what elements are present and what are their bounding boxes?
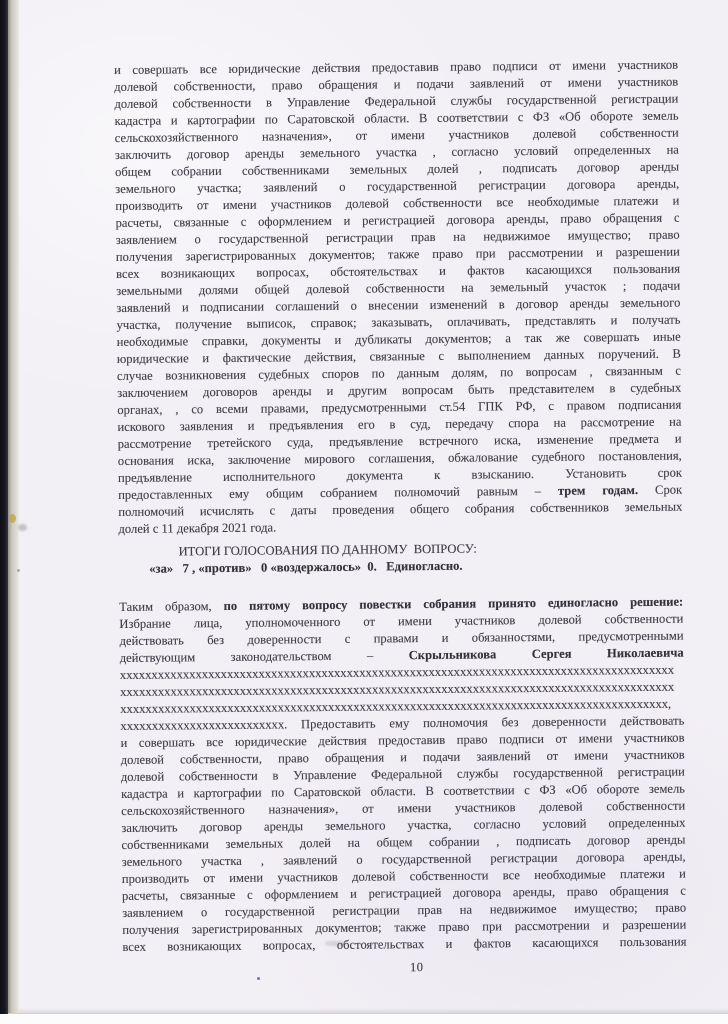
- text-line: рассмотрение третейского суда, предъявление встречного иска, изменение предмета и: [117, 431, 682, 451]
- text-line: сельскохозяйственного назначения», от имени участников долевой собственности: [114, 125, 679, 145]
- document-text: [114, 57, 687, 979]
- text-line: получения зарегистрированных документов; также право при рассмотрении и разрешении: [122, 917, 687, 937]
- text-line: расчеты, связанные с оформлением и регистрацией договора аренды, право обращения с: [115, 210, 680, 230]
- page-number: 10: [409, 960, 424, 975]
- scan-artifact-speck: [9, 514, 16, 523]
- text-line: и совершать все юридические действия предоставив право подписи от имени участников: [120, 730, 685, 750]
- scanner-bottom-edge: [0, 1013, 728, 1024]
- text-line: производить от имени участников долевой собственности все необходимые платежи и: [121, 866, 686, 886]
- text-line: заявлением о государственной регистрации прав на недвижимое имущество; право: [122, 900, 687, 920]
- scan-artifact-speck: [17, 569, 20, 572]
- text-line: и совершать все юридические действия предоставив право подписи от имени участников: [114, 57, 679, 77]
- text-line: получения зарегистрированных документов; также право при рассмотрении и разрешении: [115, 244, 680, 264]
- text-line: производить от имени участников долевой собственности все необходимые платежи и: [115, 193, 680, 213]
- text-line: предоставленных ему общим собранием полномочий равным – трем годам. Срок: [118, 482, 683, 502]
- text-line: всех возникающих вопросах, обстоятельствах и фактов касающихся пользования: [122, 934, 687, 954]
- text-line: xxxxxxxxxxxxxxxxxxxxxxxxxx. Предоставить ему полномочия без доверенности действовать: [120, 713, 685, 733]
- text-line: заключить договор аренды земельного участка, согласно условий определенных: [121, 815, 686, 835]
- scanner-left-edge: [0, 0, 8, 1014]
- text-line: xxxxxxxxxxxxxxxxxxxxxxxxxxxxxxxxxxxxxxxxxxxxxxxxxxxxxxxxxxxxxxxxxxxxxxxxxxxxxxxxxxxxxxx,: [120, 696, 672, 716]
- text-line: основания иска, заключение мирового соглашения, обжалование судебного постановления,: [117, 448, 682, 468]
- text-line: случае возникновения судебных споров по данным долям, по вопросам , связанным с: [116, 363, 682, 383]
- text-line: земельного участка; заявлений о государственной регистрации договора аренды,: [115, 176, 680, 196]
- paragraph-resolution-fifth-question: [119, 594, 686, 956]
- text-line: действовать без доверенности с правами и обязанностями, предусмотренными: [119, 628, 684, 648]
- scan-artifact-speck: [18, 524, 27, 531]
- text-line: необходимые справки, документы и дубликаты документов; а так же совершать иные: [116, 329, 681, 349]
- text-line: расчеты, связанные с оформлением и регистрацией договора аренды, право обращения с: [121, 883, 687, 903]
- text-line: искового заявления и предъявления его в суд, передачу спора на рассмотрение на: [117, 414, 682, 434]
- text-line: кадастра и картографии по Саратовской области. В соответствии с ФЗ «Об обороте земель: [120, 781, 686, 801]
- text-line: долей с 11 декабря 2021 года.: [118, 520, 277, 536]
- text-line: полномочий исчислять с даты проведения общего собрания собственников земельных: [118, 499, 683, 519]
- text-line: xxxxxxxxxxxxxxxxxxxxxxxxxxxxxxxxxxxxxxxxxxxxxxxxxxxxxxxxxxxxxxxxxxxxxxxxxxxxxxxxxxxxxxxx: [119, 679, 675, 699]
- text-line: xxxxxxxxxxxxxxxxxxxxxxxxxxxxxxxxxxxxxxxxxxxxxxxxxxxxxxxxxxxxxxxxxxxxxxxxxxxxxxxxxxxxxxxx: [119, 662, 675, 682]
- text-line: сельскохозяйственного назначения», от имени участников долевой собственности: [121, 798, 686, 818]
- paragraph-authority-continued: [114, 57, 683, 538]
- text-line: участка, получение выписок, справок; заказывать, оплачивать, представлять и получать: [116, 312, 681, 332]
- text-line: заключением договоров аренды и другим вопросам быть представителем в судебных: [117, 380, 682, 400]
- text-line: юридические и фактические действия, связанные с выполнением данных поручений. В: [116, 346, 681, 366]
- text-line: органах, , со всеми правами, предусмотренными ст.54 ГПК РФ, с правом подписания: [117, 397, 682, 417]
- voting-results-heading: ИТОГИ ГОЛОСОВАНИЯ ПО ДАННОМУ ВОПРОСУ:: [178, 541, 477, 559]
- text-line: всех возникающих вопросах, обстоятельствах и фактов касающихся пользования: [115, 261, 681, 281]
- text-line: Таким образом, по пятому вопросу повестки собрания принято единогласно решение:: [119, 594, 684, 614]
- text-line: собственниками земельных долей на общем собрании , подписать договор аренды: [121, 832, 686, 852]
- text-line: действующим законодательством – Скрыльникова Сергея Николаевича: [119, 645, 684, 665]
- text-line: заявлением о государственной регистрации прав на недвижимое имущество; право: [115, 227, 680, 247]
- text-line: предъявление исполнительного документа к взысканию. Установить срок: [117, 465, 683, 485]
- text-line: заключить договор аренды земельного участка , согласно условий определенных на: [114, 142, 679, 162]
- text-line: заявлений и подписании соглашений о внесении изменений в договор аренды земельного: [116, 295, 681, 315]
- text-line: долевой собственности, право обращения и подачи заявлений от имени участников: [114, 74, 679, 94]
- text-line: кадастра и картографии по Саратовской области. В соответствии с ФЗ «Об обороте земель: [114, 108, 679, 128]
- text-line: Избрание лица, уполномоченного от имени участников долевой собственности: [119, 611, 684, 631]
- paper-left-margin-edge: [8, 0, 19, 1013]
- text-line: долевой собственности в Управление Федеральной службы государственной регистрации: [114, 91, 679, 111]
- voting-results-line: «за» 7 , «против» 0 «воздержалось» 0. Единогласно.: [149, 558, 463, 576]
- text-line: долевой собственности, право обращения и подачи заявлений от имени участников: [120, 747, 685, 767]
- text-line: земельными долями общей долевой собственности на земельный участок ; подачи: [116, 278, 681, 298]
- text-line: земельного участка , заявлений о государственной регистрации договора аренды,: [121, 849, 686, 869]
- text-line: общем собрании собственниками земельных долей , подписать договор аренды: [114, 159, 680, 179]
- text-line: долевой собственности в Управление Федеральной службы государственной регистрации: [120, 764, 685, 784]
